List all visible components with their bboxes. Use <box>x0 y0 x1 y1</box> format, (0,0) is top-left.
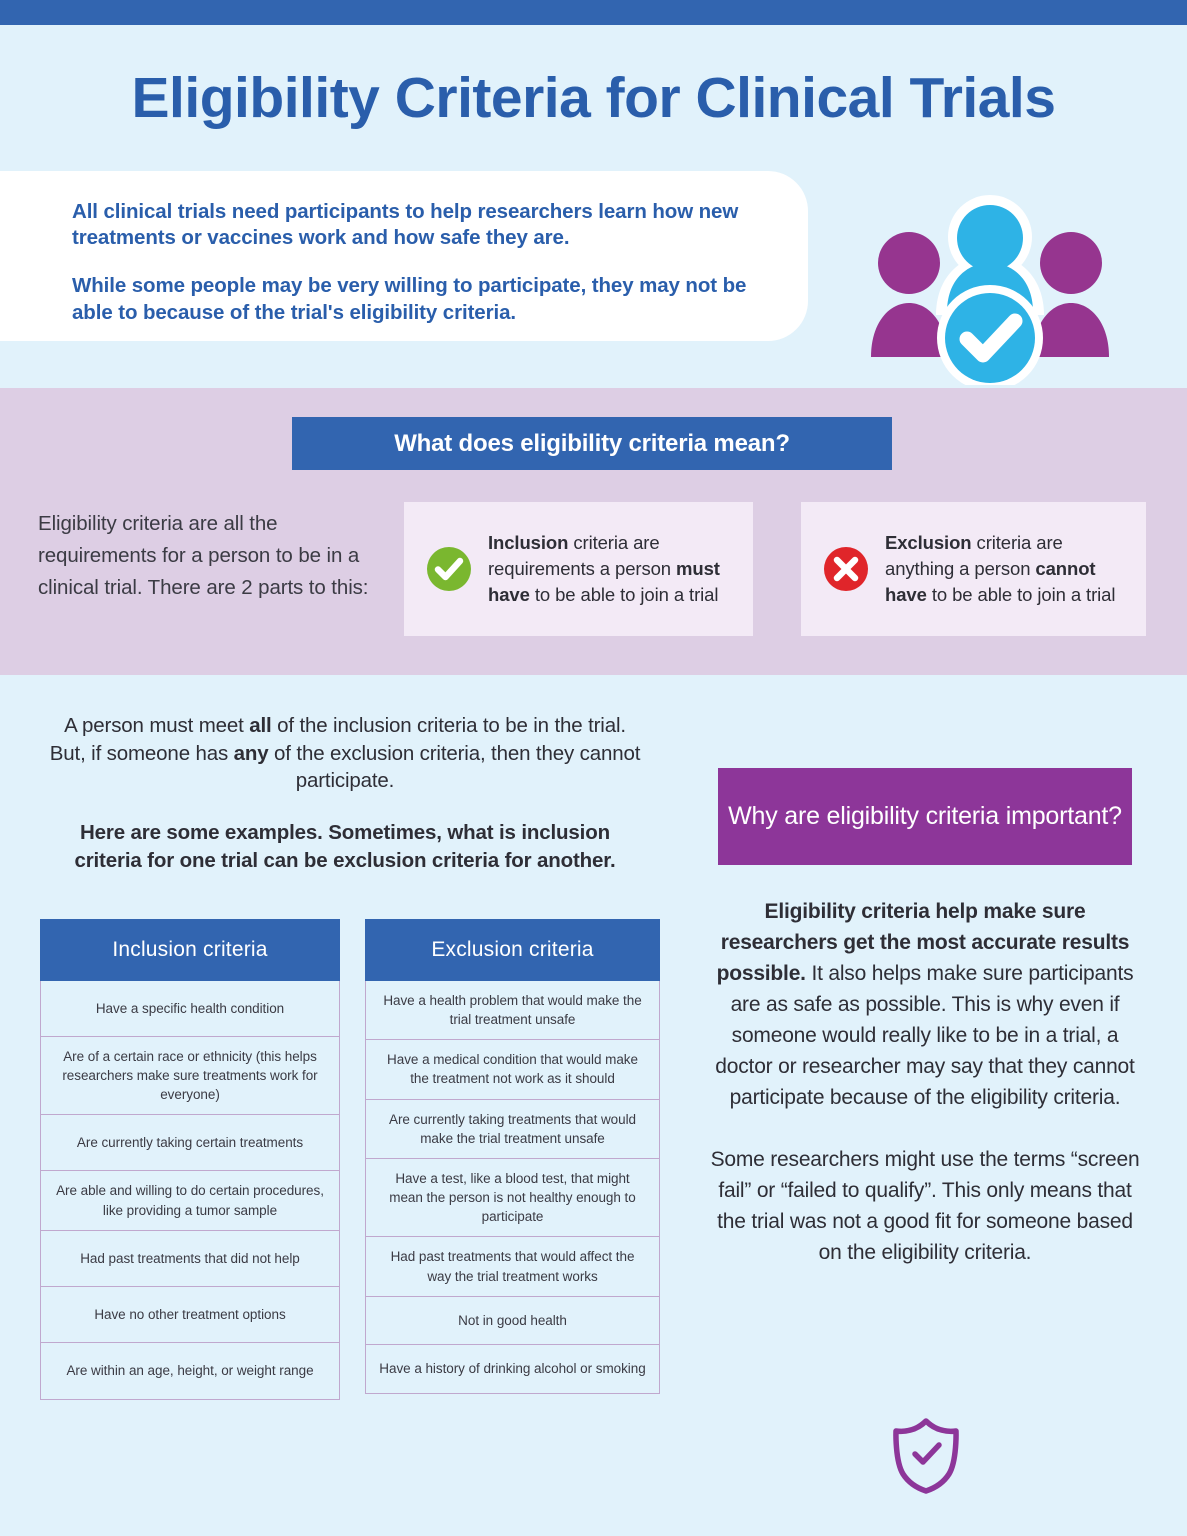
inclusion-bold-lead: Inclusion <box>488 531 569 553</box>
exclusion-text-1: criteria are anything a person <box>885 531 1063 579</box>
exclusion-definition-card <box>801 502 1146 636</box>
red-cross-circle-icon <box>823 546 869 592</box>
green-check-circle-icon <box>426 546 472 592</box>
examples-plain-3: of the exclusion criteria, then they cannot participate. <box>268 741 641 793</box>
table-row: Had past treatments that did not help <box>41 1231 339 1287</box>
examples-bold-1: all <box>249 714 272 737</box>
why-important-body <box>705 896 1145 1268</box>
exclusion-bold-lead: Exclusion <box>885 531 972 553</box>
hero-paragraph-1: All clinical trials need participants to help researchers learn how new treatments or vaccines work and how safe they are. <box>72 200 739 250</box>
why-bold-lead: Eligibility criteria help make sure researchers get the most accurate results possible. <box>716 900 1130 986</box>
why-important-header: Why are eligibility criteria important? <box>718 768 1132 865</box>
meaning-lead-text: Eligibility criteria are all the requirements for a person to be in a clinical trial. There are 2 parts to this: <box>38 512 369 599</box>
exclusion-table-header: Exclusion criteria <box>365 919 660 981</box>
people-group-check-icon <box>865 195 1115 385</box>
hero-paragraph-2: While some people may be very willing to participate, they may not be able to because of the trial's eligibility criteria. <box>72 274 747 324</box>
exclusion-definition-text <box>885 530 1146 609</box>
inclusion-definition-card <box>404 502 753 636</box>
examples-bold-2: any <box>233 741 269 765</box>
examples-intro <box>45 712 645 874</box>
table-row: Not in good health <box>366 1297 659 1345</box>
examples-intro-paragraph <box>45 712 645 795</box>
inclusion-table-body <box>40 981 340 1400</box>
why-paragraph-1 <box>705 896 1145 1114</box>
table-row: Are currently taking certain treatments <box>41 1115 339 1171</box>
table-row: Are within an age, height, or weight range <box>41 1343 339 1399</box>
inclusion-text-1: criteria are requirements a person <box>488 531 677 579</box>
why-paragraph-2: Some researchers might use the terms “screen fail” or “failed to qualify”. This only means that the trial was not a good fit for someone based on the eligibility criteria. <box>710 1147 1140 1264</box>
inclusion-text-2: to be able to join a trial <box>529 584 719 606</box>
table-row: Have a medical condition that would make the treatment not work as it should <box>366 1040 659 1099</box>
table-row: Have a test, like a blood test, that might mean the person is not healthy enough to participate <box>366 1159 659 1237</box>
inclusion-table-header: Inclusion criteria <box>40 919 340 981</box>
table-row: Are able and willing to do certain procedures, like providing a tumor sample <box>41 1171 339 1230</box>
table-row: Are currently taking treatments that would make the trial treatment unsafe <box>366 1100 659 1159</box>
exclusion-criteria-table <box>365 919 660 1394</box>
inclusion-criteria-table <box>40 919 340 1400</box>
inclusion-definition-text <box>488 530 753 609</box>
table-row: Had past treatments that would affect the way the trial treatment works <box>366 1237 659 1296</box>
hero-section <box>0 25 1187 388</box>
table-row: Have a health problem that would make the trial treatment unsafe <box>366 981 659 1040</box>
table-row: Are of a certain race or ethnicity (this helps researchers make sure treatments work for everyone) <box>41 1037 339 1115</box>
meaning-header: What does eligibility criteria mean? <box>292 417 892 470</box>
exclusion-bold-mid: cannot have <box>885 557 1096 606</box>
page-title: Eligibility Criteria for Clinical Trials <box>131 66 1056 130</box>
hero-intro-card <box>0 171 808 341</box>
table-row: Have a history of drinking alcohol or smoking <box>366 1345 659 1393</box>
exclusion-table-body <box>365 981 660 1394</box>
examples-plain-2: of the inclusion criteria to be in the trial. But, if someone has <box>49 714 626 765</box>
top-banner <box>0 0 1187 25</box>
exclusion-text-2: to be able to join a trial <box>926 584 1116 606</box>
table-row: Have no other treatment options <box>41 1287 339 1343</box>
shield-check-icon <box>886 1415 966 1495</box>
why-paragraph-1-rest: It also helps make sure participants are as safe as possible. This is why even if someone would really like to be in a trial, a doctor or researcher may say that they cannot participate because of the eligibility criteria. <box>715 962 1135 1110</box>
examples-plain-1: A person must meet <box>64 714 250 737</box>
inclusion-bold-mid: must have <box>488 557 720 606</box>
table-row: Have a specific health condition <box>41 981 339 1037</box>
examples-intro-bold-paragraph: Here are some examples. Sometimes, what is inclusion criteria for one trial can be exclusion criteria for another. <box>74 821 616 872</box>
